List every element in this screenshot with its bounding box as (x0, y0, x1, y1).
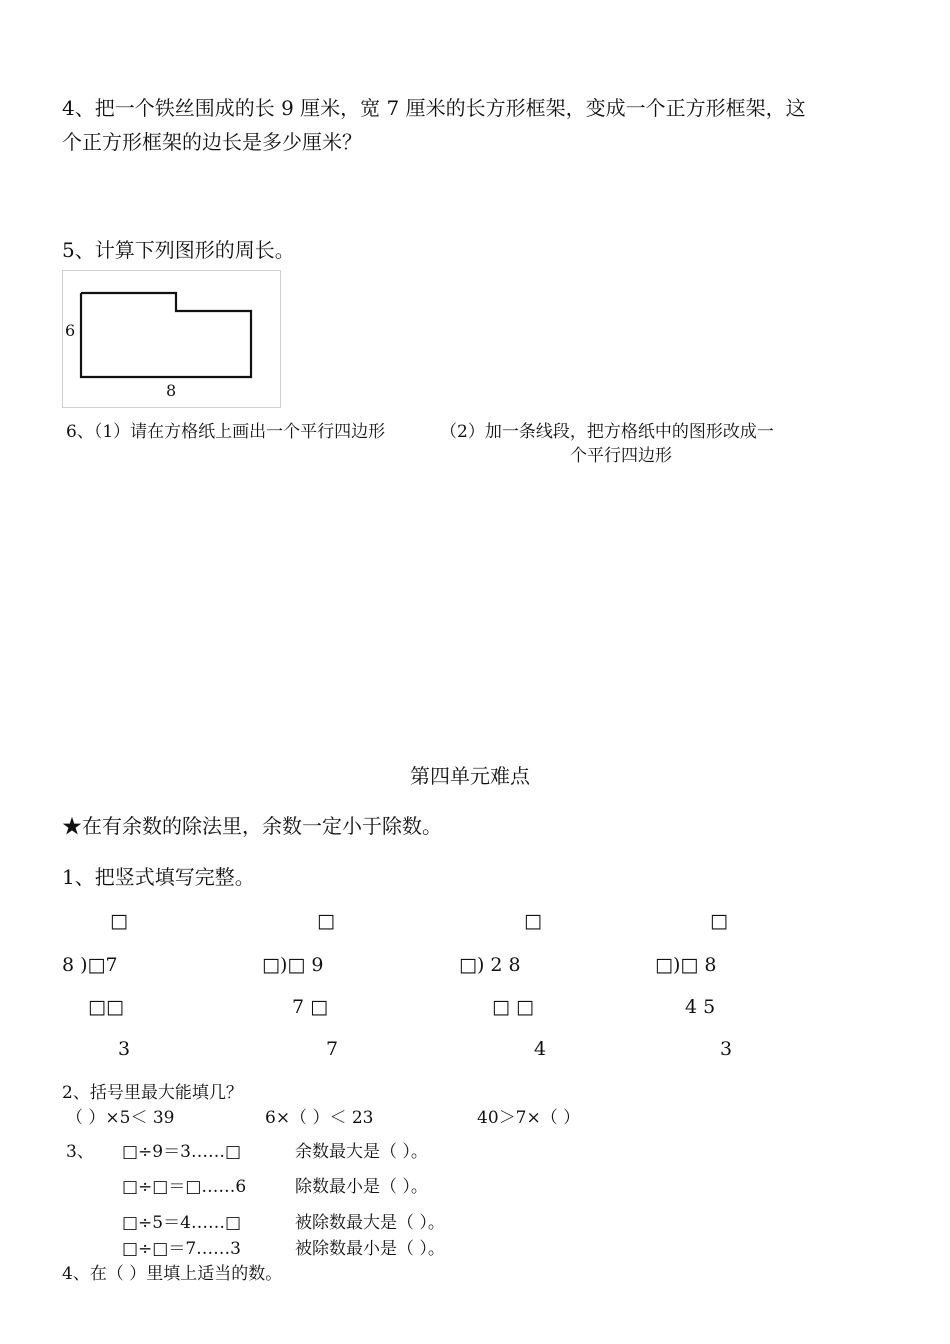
q5-text: 5、计算下列图形的周长。 (62, 238, 295, 262)
division-quotient: □ (110, 910, 128, 932)
perimeter-figure (62, 270, 281, 408)
u3-eq-4: □÷□＝7……3 (122, 1239, 241, 1259)
q6-part1: 6、（1）请在方格纸上画出一个平行四边形 (66, 422, 386, 442)
division-quotient: □ (317, 910, 335, 932)
u2-item-3: 40＞7×（ ） (477, 1108, 581, 1128)
q4-line2: 个正方形框架的边长是多少厘米？ (62, 130, 362, 154)
u3-ask-3: 被除数最大是（ ）。 (295, 1213, 445, 1233)
u3-ask-2: 除数最小是（ ）。 (295, 1177, 428, 1197)
division-quotient: □ (524, 910, 542, 932)
u3-ask-1: 余数最大是（ ）。 (295, 1142, 428, 1162)
division-product: □ □ (492, 996, 534, 1018)
division-quotient: □ (710, 910, 728, 932)
u3-eq-1: □÷9＝3……□ (122, 1142, 241, 1162)
division-product: □□ (88, 996, 124, 1018)
u3-label: 3、 (66, 1142, 94, 1162)
u1-text: 1、把竖式填写完整。 (62, 865, 255, 889)
u3-eq-3: □÷5＝4……□ (122, 1213, 241, 1233)
figure-left-label: 6 (65, 321, 76, 340)
division-remainder: 4 (534, 1038, 547, 1060)
u2-text: 2、括号里最大能填几？ (62, 1083, 243, 1103)
q4-line1: 4、把一个铁丝围成的长 9 厘米，宽 7 厘米的长方形框架，变成一个正方形框架，这 (62, 96, 806, 120)
q6-part2-line1: （2）加一条线段，把方格纸中的图形改成一 (440, 422, 774, 442)
u2-item-2: 6×（ ）＜ 23 (265, 1108, 374, 1128)
q6-part2-line2: 个平行四边形 (570, 446, 672, 466)
figure-bottom-label: 8 (166, 381, 177, 400)
u4-text: 4、在（ ）里填上适当的数。 (62, 1264, 283, 1284)
unit4-key-point: ★在有余数的除法里，余数一定小于除数。 (62, 814, 442, 838)
u3-eq-2: □÷□＝□……6 (122, 1177, 247, 1197)
division-dividend: □) 2 8 (459, 954, 521, 976)
division-dividend: □)□ 8 (655, 954, 717, 976)
unit4-title: 第四单元难点 (410, 764, 530, 788)
division-dividend: 8 )□7 (62, 954, 118, 976)
division-product: 7 □ (292, 996, 329, 1018)
division-remainder: 7 (326, 1038, 339, 1060)
u3-ask-4: 被除数最小是（ ）。 (295, 1239, 445, 1259)
division-remainder: 3 (118, 1038, 131, 1060)
division-product: 4 5 (685, 996, 716, 1018)
division-remainder: 3 (720, 1038, 733, 1060)
u2-item-1: （ ）×5＜ 39 (66, 1108, 175, 1128)
division-dividend: □)□ 9 (262, 954, 324, 976)
